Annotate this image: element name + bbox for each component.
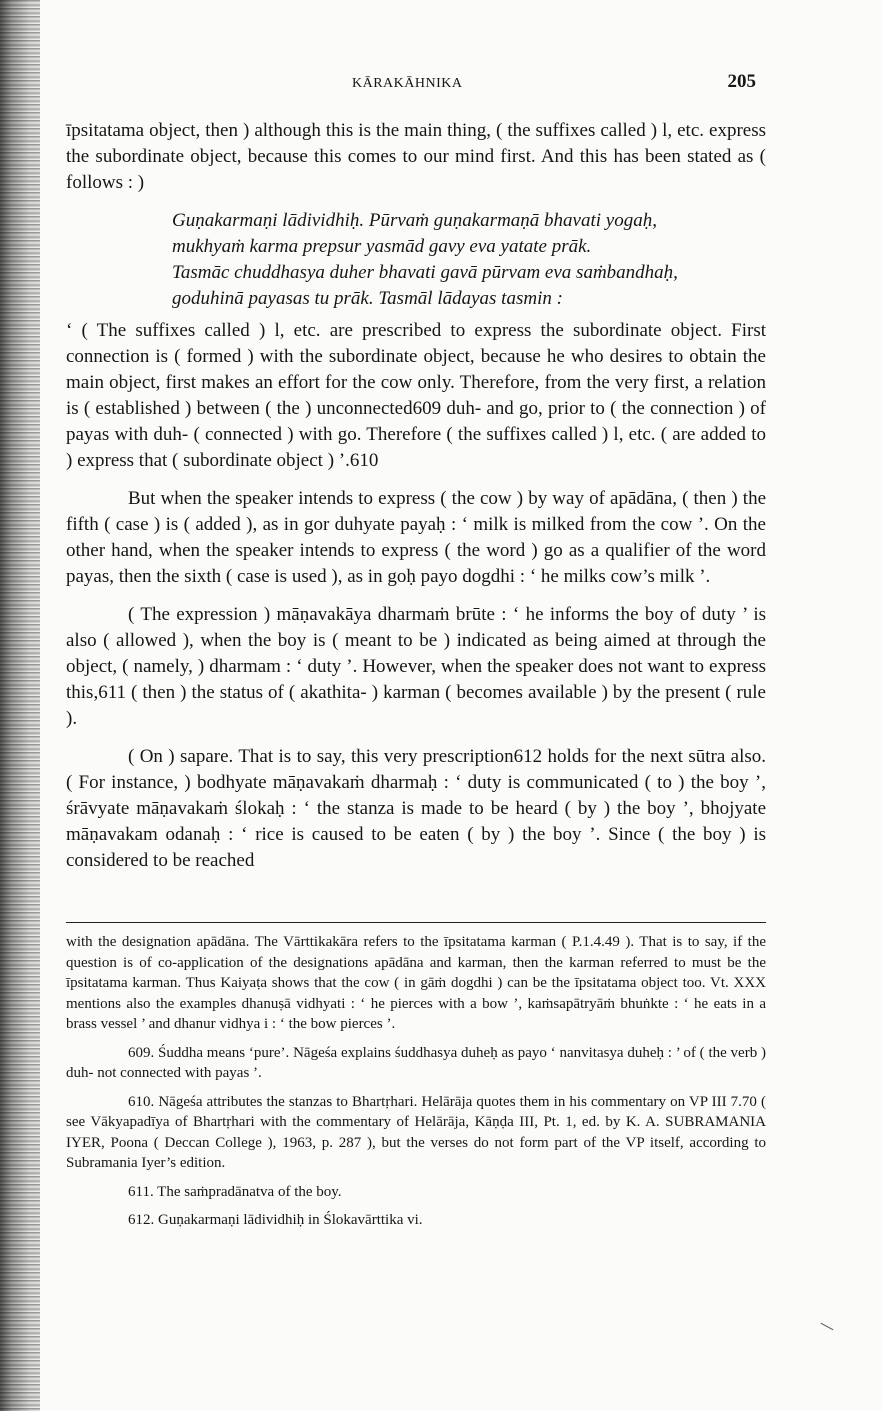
verse-line: mukhyaṁ karma prepsur yasmād gavy eva yatate prāk. — [172, 236, 592, 257]
footnote-continuation: with the designation apādāna. The Vārttikakāra refers to the īpsitatama karman ( P.1.4.49 ). That is to say, if the question is of co-application of the designations apādāna and karman, then the karman referred to must be the īpsitatama karman. Thus Kaiyaṭa shows that the cow ( in gāṁ dogdhi ) can be the īpsitatama object too. Vt. XXX mentions also the examples dhanuṣā vidhyati : ‘ he pierces with a bow ’, kaṁsapātryāṁ bhuṅkte : ‘ he eats in a brass vessel ’ and dhanur vidhya i : ‘ the bow pierces ’. — [66, 934, 766, 1032]
running-head: KĀRAKĀHNIKA — [352, 76, 463, 91]
scan-mark — [821, 1323, 834, 1330]
main-text — [66, 118, 766, 886]
paragraph-2: ‘ ( The suffixes called ) l, etc. are prescribed to express the subordinate object. First connection is ( formed ) with the subordinate object, because he who desires to obtain the main object, first makes an effort for the cow only. Therefore, from the very first, a relation is ( established ) between ( the ) unconnected609 duh- and go, prior to ( the connection ) of payas with duh- ( connected ) with go. Therefore ( the suffixes called ) l, etc. ( are added to ) express that ( subordinate object ) ’.610 — [66, 320, 766, 471]
page-header — [66, 71, 766, 98]
footnote-611: 611. The saṁpradānatva of the boy. — [128, 1183, 342, 1200]
footnotes — [66, 932, 766, 1239]
footnote-610: 610. Nāgeśa attributes the stanzas to Bhartṛhari. Helārāja quotes them in his commentary on VP III 7.70 ( see Vākyapadīya of Bhartṛhari with the commentary of Helārāja, Kāṇḍa III, Pt. 1, ed. by K. A. SUBRAMANIA IYER, Poona ( Deccan College ), 1963, p. 287 ), but the verses do not form part of the VP itself, according to Subramania Iyer’s edition. — [66, 1093, 766, 1171]
footnote-609: 609. Śuddha means ‘pure’. Nāgeśa explains śuddhasya duheḥ as payo ‘ nanvitasya duheḥ : ’ of ( the verb ) duh- not connected with payas ’. — [66, 1044, 766, 1081]
verse-block — [66, 208, 766, 312]
verse-line: Guṇakarmaṇi lādividhiḥ. Pūrvaṁ guṇakarmaṇā bhavati yogaḥ, — [172, 210, 657, 231]
paragraph-1: īpsitatama object, then ) although this is the main thing, ( the suffixes called ) l, etc. express the subordinate object, because this comes to our mind first. And this has been stated as ( follows : ) — [66, 120, 766, 193]
verse-line: goduhinā payasas tu prāk. Tasmāl lādayas tasmin : — [172, 288, 563, 309]
footnote-rule — [66, 922, 766, 923]
paragraph-5: ( On ) sapare. That is to say, this very prescription612 holds for the next sūtra also. ( For instance, ) bodhyate māṇavakaṁ dharmaḥ : ‘ duty is communicated ( to ) the boy ’, śrāvyate māṇavakaṁ ślokaḥ : ‘ the stanza is made to be heard ( by ) the boy ’, bhojyate māṇavakam odanaḥ : ‘ rice is caused to be eaten ( by ) the boy ’. Since ( the boy ) is considered to be reached — [66, 746, 766, 871]
page-number: 205 — [727, 71, 756, 92]
footnote-612: 612. Guṇakarmaṇi lādividhiḥ in Ślokavārttika vi. — [128, 1212, 423, 1228]
paragraph-4: ( The expression ) māṇavakāya dharmaṁ brūte : ‘ he informs the boy of duty ’ is also ( allowed ), when the boy is ( meant to be ) indicated as being aimed at through the object, ( namely, ) dharmam : ‘ duty ’. However, when the speaker does not want to express this,611 ( then ) the status of ( akathita- ) karman ( becomes available ) by the present ( rule ). — [66, 604, 766, 729]
paragraph-3: But when the speaker intends to express ( the cow ) by way of apādāna, ( then ) the fifth ( case ) is ( added ), as in gor duhyate payaḥ : ‘ milk is milked from the cow ’. On the other hand, when the speaker intends to express ( the word ) go as a qualifier of the word payas, then the sixth ( case is used ), as in goḥ payo dogdhi : ‘ he milks cow’s milk ’. — [66, 488, 766, 587]
verse-line: Tasmāc chuddhasya duher bhavati gavā pūrvam eva saṁbandhaḥ, — [172, 262, 678, 283]
scan-edge-shadow — [0, 0, 40, 1411]
